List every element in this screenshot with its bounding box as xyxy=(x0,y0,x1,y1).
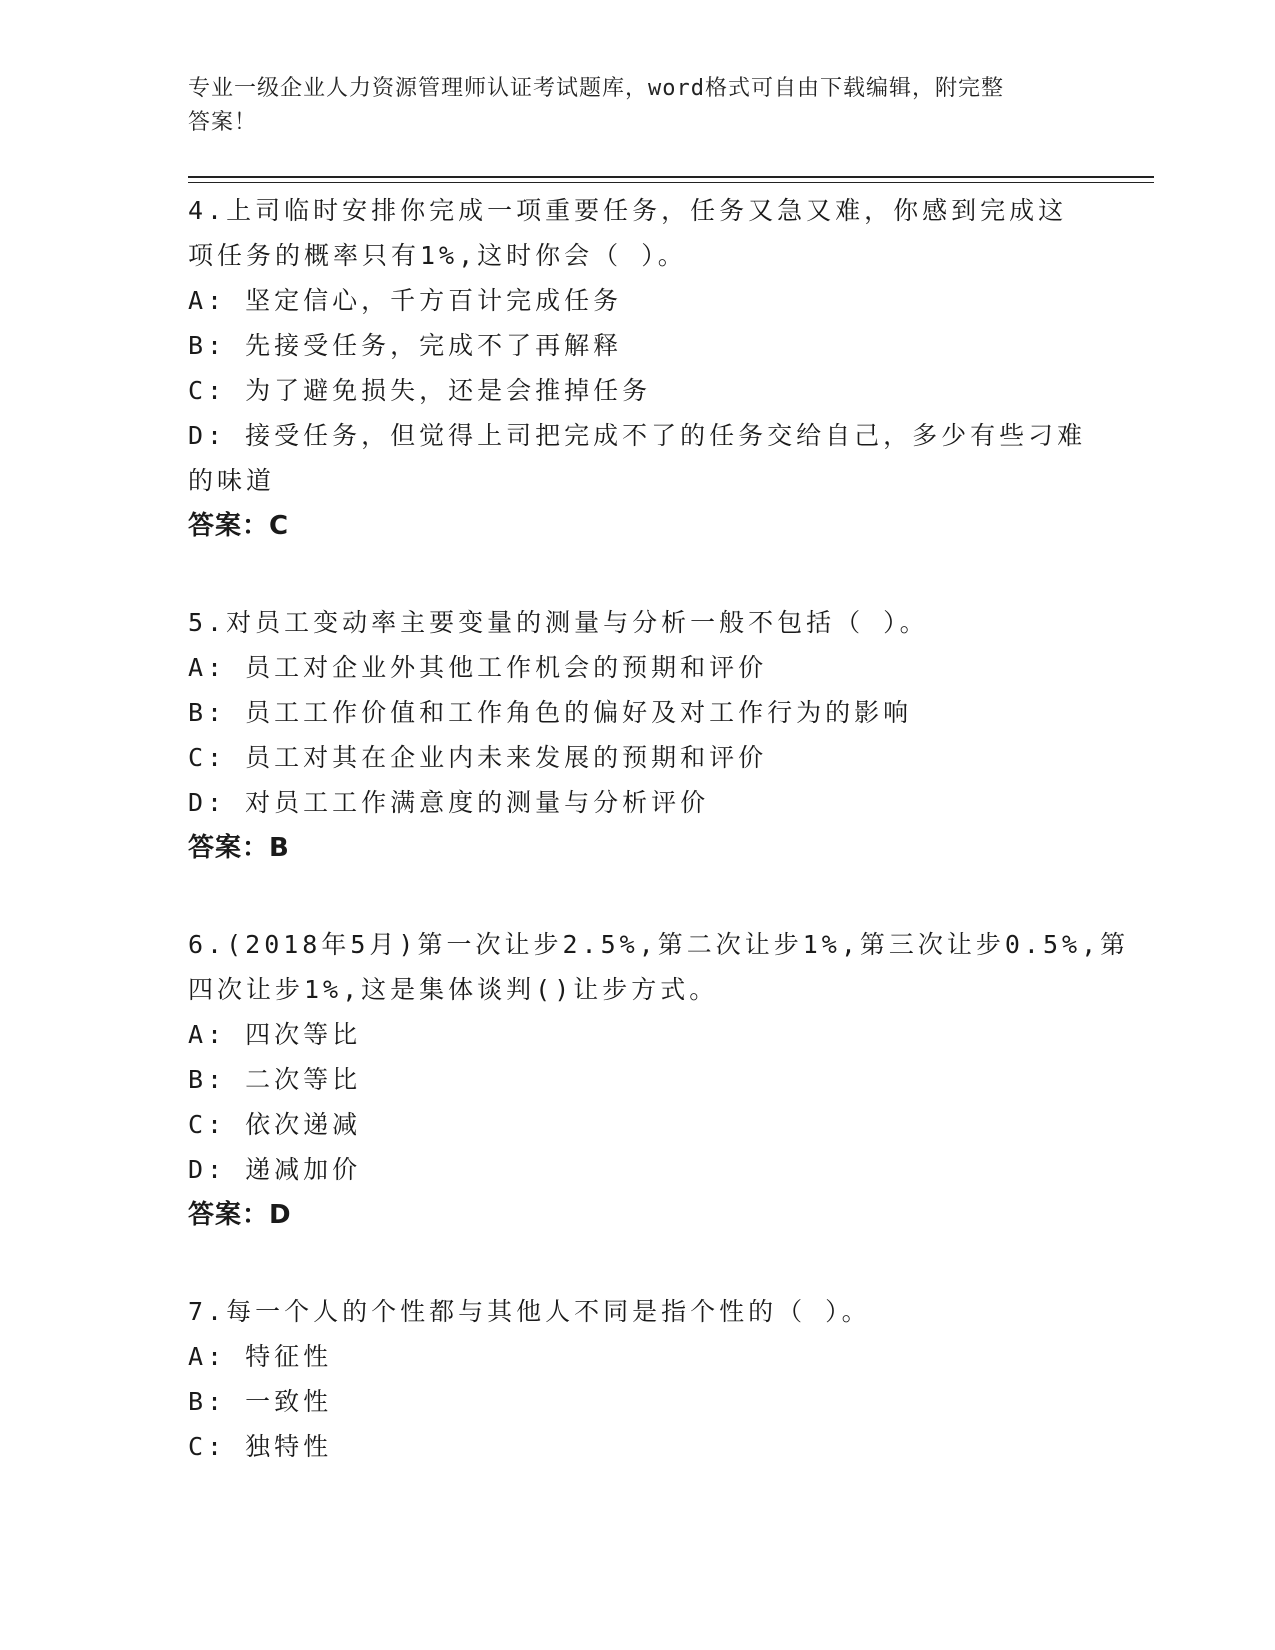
option-a: A: 员工对企业外其他工作机会的预期和评价 xyxy=(188,653,768,682)
answer-label: 答案：D xyxy=(188,1200,292,1230)
question-5 xyxy=(188,600,1088,872)
option-b: B: 一致性 xyxy=(188,1387,333,1416)
question-stem-line: 6.(2018年5月)第一次让步2.5%,第二次让步1%,第三次让步0.5%,第 xyxy=(188,930,1130,959)
option-c: C: 员工对其在企业内未来发展的预期和评价 xyxy=(188,743,768,772)
option-a: A: 特征性 xyxy=(188,1342,333,1371)
option-a: A: 四次等比 xyxy=(188,1020,362,1049)
option-d: D: 接受任务，但觉得上司把完成不了的任务交给自己，多少有些刁难 xyxy=(188,421,1087,450)
option-b: B: 二次等比 xyxy=(188,1065,362,1094)
option-a: A: 坚定信心，千方百计完成任务 xyxy=(188,286,623,315)
option-b: B: 先接受任务，完成不了再解释 xyxy=(188,331,623,360)
document-header xyxy=(188,72,1088,140)
question-7 xyxy=(188,1289,1088,1469)
header-line: 答案！ xyxy=(188,110,258,135)
question-stem-line: 四次让步1%,这是集体谈判()让步方式。 xyxy=(188,975,719,1004)
question-stem-line: 4.上司临时安排你完成一项重要任务，任务又急又难，你感到完成这 xyxy=(188,196,1068,225)
option-d-continued: 的味道 xyxy=(188,466,276,495)
option-c: C: 独特性 xyxy=(188,1432,333,1461)
option-c: C: 依次递减 xyxy=(188,1110,362,1139)
header-line: 专业一级企业人力资源管理师认证考试题库，word格式可自由下载编辑，附完整 xyxy=(188,76,1004,101)
answer-label: 答案：B xyxy=(188,833,290,863)
option-c: C: 为了避免损失，还是会推掉任务 xyxy=(188,376,652,405)
header-divider xyxy=(188,176,1154,178)
question-list xyxy=(188,188,1130,1519)
option-d: D: 对员工工作满意度的测量与分析评价 xyxy=(188,788,710,817)
question-4 xyxy=(188,188,1088,550)
header-divider-thin xyxy=(188,182,1154,183)
question-stem-line: 7.每一个人的个性都与其他人不同是指个性的（ ）。 xyxy=(188,1297,871,1326)
answer-label: 答案：C xyxy=(188,511,290,541)
option-d: D: 递减加价 xyxy=(188,1155,362,1184)
question-6 xyxy=(188,922,1130,1239)
option-b: B: 员工工作价值和工作角色的偏好及对工作行为的影响 xyxy=(188,698,913,727)
question-stem-line: 项任务的概率只有1%,这时你会（ ）。 xyxy=(188,241,687,270)
question-stem-line: 5.对员工变动率主要变量的测量与分析一般不包括（ ）。 xyxy=(188,608,929,637)
